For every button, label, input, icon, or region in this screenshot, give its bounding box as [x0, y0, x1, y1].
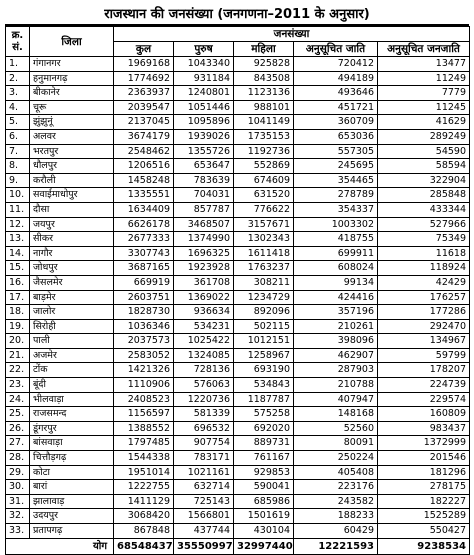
row-st: 1372999 — [378, 436, 470, 451]
table-row — [6, 407, 470, 422]
row-male: 704031 — [174, 188, 234, 203]
row-district: अजमेर — [30, 348, 114, 363]
row-st: 41629 — [378, 115, 470, 130]
row-district: करौली — [30, 173, 114, 188]
header-row-top — [6, 27, 470, 42]
row-sno: 32. — [6, 509, 30, 524]
row-sc: 250224 — [294, 451, 378, 466]
row-total: 1544338 — [114, 451, 174, 466]
row-female: 1763237 — [234, 261, 294, 276]
row-sc: 287903 — [294, 363, 378, 378]
row-sno: 19. — [6, 319, 30, 334]
row-total: 1774692 — [114, 71, 174, 86]
row-male: 725143 — [174, 494, 234, 509]
row-male: 1374990 — [174, 232, 234, 247]
table-row — [6, 465, 470, 480]
row-st: 54590 — [378, 144, 470, 159]
row-female: 1187787 — [234, 392, 294, 407]
row-total: 2137045 — [114, 115, 174, 130]
population-table — [5, 26, 470, 555]
row-sno: 29. — [6, 465, 30, 480]
row-male: 907754 — [174, 436, 234, 451]
row-total: 669919 — [114, 275, 174, 290]
row-total: 1110906 — [114, 378, 174, 393]
row-district: कोटा — [30, 465, 114, 480]
row-male: 361708 — [174, 275, 234, 290]
row-st: 178207 — [378, 363, 470, 378]
row-sno: 2. — [6, 71, 30, 86]
table-row — [6, 246, 470, 261]
row-total: 3068420 — [114, 509, 174, 524]
row-female: 1123136 — [234, 86, 294, 101]
table-row — [6, 305, 470, 320]
row-female: 308211 — [234, 275, 294, 290]
row-st: 292470 — [378, 319, 470, 334]
row-male: 437744 — [174, 524, 234, 539]
row-total: 2603751 — [114, 290, 174, 305]
row-sc: 462907 — [294, 348, 378, 363]
row-district: गंगानगर — [30, 57, 114, 72]
header-male: पुरुष — [174, 42, 234, 57]
row-total: 6626178 — [114, 217, 174, 232]
row-male: 576063 — [174, 378, 234, 393]
row-sno: 25. — [6, 407, 30, 422]
row-district: जैसलमेर — [30, 275, 114, 290]
row-st: 7779 — [378, 86, 470, 101]
row-female: 1234729 — [234, 290, 294, 305]
row-male: 1355726 — [174, 144, 234, 159]
row-sc: 720412 — [294, 57, 378, 72]
row-male: 1324085 — [174, 348, 234, 363]
row-female: 1041149 — [234, 115, 294, 130]
row-total: 1036346 — [114, 319, 174, 334]
row-total: 2677333 — [114, 232, 174, 247]
row-sno: 7. — [6, 144, 30, 159]
row-st: 182227 — [378, 494, 470, 509]
row-sc: 245695 — [294, 159, 378, 174]
row-female: 693190 — [234, 363, 294, 378]
row-sc: 398096 — [294, 334, 378, 349]
row-sc: 354465 — [294, 173, 378, 188]
row-total: 1969168 — [114, 57, 174, 72]
row-female: 534843 — [234, 378, 294, 393]
row-female: 674609 — [234, 173, 294, 188]
row-sno: 28. — [6, 451, 30, 466]
row-male: 857787 — [174, 202, 234, 217]
row-female: 590041 — [234, 480, 294, 495]
row-sno: 6. — [6, 129, 30, 144]
header-sno: क्र. सं. — [6, 27, 30, 57]
row-district: दौसा — [30, 202, 114, 217]
row-sc: 210788 — [294, 378, 378, 393]
row-total: 1458248 — [114, 173, 174, 188]
row-st: 433344 — [378, 202, 470, 217]
row-district: अलवर — [30, 129, 114, 144]
row-male: 931184 — [174, 71, 234, 86]
row-female: 1302343 — [234, 232, 294, 247]
row-total: 1411129 — [114, 494, 174, 509]
row-male: 3468507 — [174, 217, 234, 232]
row-female: 430104 — [234, 524, 294, 539]
header-st: अनुसूचित जनजाति — [378, 42, 470, 57]
row-st: 11618 — [378, 246, 470, 261]
table-row — [6, 115, 470, 130]
row-sc: 653036 — [294, 129, 378, 144]
row-sc: 188233 — [294, 509, 378, 524]
row-male: 1923928 — [174, 261, 234, 276]
totals-female: 32997440 — [234, 538, 294, 554]
row-total: 3687165 — [114, 261, 174, 276]
row-total: 867848 — [114, 524, 174, 539]
row-female: 575258 — [234, 407, 294, 422]
row-sno: 11. — [6, 202, 30, 217]
row-male: 534231 — [174, 319, 234, 334]
header-population: जनसंख्या — [114, 27, 470, 42]
row-st: 1525289 — [378, 509, 470, 524]
row-district: झुंझुनूं — [30, 115, 114, 130]
row-male: 1051446 — [174, 100, 234, 115]
row-female: 1258967 — [234, 348, 294, 363]
row-female: 761167 — [234, 451, 294, 466]
row-total: 1797485 — [114, 436, 174, 451]
table-row — [6, 275, 470, 290]
row-sc: 557305 — [294, 144, 378, 159]
row-sc: 99134 — [294, 275, 378, 290]
table-row — [6, 57, 470, 72]
row-sc: 243582 — [294, 494, 378, 509]
row-sno: 13. — [6, 232, 30, 247]
row-sno: 5. — [6, 115, 30, 130]
row-total: 1634409 — [114, 202, 174, 217]
row-sno: 8. — [6, 159, 30, 174]
row-sno: 31. — [6, 494, 30, 509]
row-sc: 360709 — [294, 115, 378, 130]
row-st: 177286 — [378, 305, 470, 320]
row-st: 176257 — [378, 290, 470, 305]
row-district: बूंदी — [30, 378, 114, 393]
row-total: 1828730 — [114, 305, 174, 320]
row-st: 118924 — [378, 261, 470, 276]
row-st: 322904 — [378, 173, 470, 188]
totals-sc: 12221593 — [294, 538, 378, 554]
totals-st: 9238534 — [378, 538, 470, 554]
row-sc: 699911 — [294, 246, 378, 261]
row-male: 1240801 — [174, 86, 234, 101]
row-female: 502115 — [234, 319, 294, 334]
table-row — [6, 436, 470, 451]
row-district: चित्तौड़गढ़ — [30, 451, 114, 466]
row-district: धौलपुर — [30, 159, 114, 174]
row-district: टोंक — [30, 363, 114, 378]
row-female: 3157671 — [234, 217, 294, 232]
table-row — [6, 290, 470, 305]
row-sno: 10. — [6, 188, 30, 203]
row-st: 285848 — [378, 188, 470, 203]
row-sno: 21. — [6, 348, 30, 363]
row-district: प्रतापगढ़ — [30, 524, 114, 539]
row-district: नागौर — [30, 246, 114, 261]
row-sno: 17. — [6, 290, 30, 305]
table-row — [6, 188, 470, 203]
row-sno: 27. — [6, 436, 30, 451]
header-sc: अनुसूचित जाति — [294, 42, 378, 57]
row-female: 692020 — [234, 421, 294, 436]
table-row — [6, 217, 470, 232]
row-sno: 4. — [6, 100, 30, 115]
row-female: 1501619 — [234, 509, 294, 524]
row-district: जयपुर — [30, 217, 114, 232]
row-sc: 60429 — [294, 524, 378, 539]
row-sno: 3. — [6, 86, 30, 101]
row-female: 1012151 — [234, 334, 294, 349]
row-sno: 24. — [6, 392, 30, 407]
row-sc: 608024 — [294, 261, 378, 276]
row-district: झालावाड़ — [30, 494, 114, 509]
table-row — [6, 509, 470, 524]
table-row — [6, 524, 470, 539]
row-sc: 80091 — [294, 436, 378, 451]
row-st: 527966 — [378, 217, 470, 232]
row-district: बीकानेर — [30, 86, 114, 101]
row-sno: 12. — [6, 217, 30, 232]
row-sno: 14. — [6, 246, 30, 261]
row-sno: 20. — [6, 334, 30, 349]
table-row — [6, 100, 470, 115]
table-row — [6, 421, 470, 436]
table-row — [6, 319, 470, 334]
table-row — [6, 363, 470, 378]
row-sno: 33. — [6, 524, 30, 539]
row-district: राजसमन्द — [30, 407, 114, 422]
row-district: बारां — [30, 480, 114, 495]
row-total: 1206516 — [114, 159, 174, 174]
row-st: 59799 — [378, 348, 470, 363]
row-st: 278175 — [378, 480, 470, 495]
row-st: 58594 — [378, 159, 470, 174]
row-sc: 424416 — [294, 290, 378, 305]
table-row — [6, 480, 470, 495]
row-female: 631520 — [234, 188, 294, 203]
table-row — [6, 173, 470, 188]
table-row — [6, 348, 470, 363]
row-male: 936634 — [174, 305, 234, 320]
row-female: 843508 — [234, 71, 294, 86]
row-sc: 494189 — [294, 71, 378, 86]
row-male: 696532 — [174, 421, 234, 436]
row-st: 550427 — [378, 524, 470, 539]
row-district: हनुमानगढ़ — [30, 71, 114, 86]
row-st: 11245 — [378, 100, 470, 115]
row-st: 75349 — [378, 232, 470, 247]
totals-male: 35550997 — [174, 538, 234, 554]
row-sno: 18. — [6, 305, 30, 320]
row-total: 3674179 — [114, 129, 174, 144]
row-male: 581339 — [174, 407, 234, 422]
row-male: 783171 — [174, 451, 234, 466]
row-male: 1220736 — [174, 392, 234, 407]
row-sno: 23. — [6, 378, 30, 393]
row-female: 889731 — [234, 436, 294, 451]
row-male: 1369022 — [174, 290, 234, 305]
row-sno: 30. — [6, 480, 30, 495]
table-row — [6, 232, 470, 247]
row-sno: 26. — [6, 421, 30, 436]
row-sc: 52560 — [294, 421, 378, 436]
row-female: 892096 — [234, 305, 294, 320]
table-row — [6, 71, 470, 86]
row-female: 1611418 — [234, 246, 294, 261]
row-sc: 1003302 — [294, 217, 378, 232]
row-sc: 354337 — [294, 202, 378, 217]
row-total: 2037573 — [114, 334, 174, 349]
table-row — [6, 378, 470, 393]
row-female: 988101 — [234, 100, 294, 115]
row-district: जोधपुर — [30, 261, 114, 276]
row-sc: 418755 — [294, 232, 378, 247]
table-row — [6, 144, 470, 159]
row-male: 783639 — [174, 173, 234, 188]
row-male: 1696325 — [174, 246, 234, 261]
row-st: 42429 — [378, 275, 470, 290]
row-female: 685986 — [234, 494, 294, 509]
row-st: 983437 — [378, 421, 470, 436]
row-male: 728136 — [174, 363, 234, 378]
row-female: 552869 — [234, 159, 294, 174]
row-sc: 493646 — [294, 86, 378, 101]
row-st: 160809 — [378, 407, 470, 422]
row-sno: 16. — [6, 275, 30, 290]
row-male: 1566801 — [174, 509, 234, 524]
totals-row — [6, 538, 470, 554]
row-male: 1939026 — [174, 129, 234, 144]
row-total: 1388552 — [114, 421, 174, 436]
row-district: जालोर — [30, 305, 114, 320]
row-sno: 9. — [6, 173, 30, 188]
row-sno: 15. — [6, 261, 30, 276]
totals-total: 68548437 — [114, 538, 174, 554]
row-st: 224739 — [378, 378, 470, 393]
row-female: 1735153 — [234, 129, 294, 144]
row-total: 1421326 — [114, 363, 174, 378]
table-row — [6, 451, 470, 466]
page-title: राजस्थान की जनसंख्या (जनगणना–2011 के अनुसार) — [5, 6, 469, 26]
row-district: पाली — [30, 334, 114, 349]
row-sc: 148168 — [294, 407, 378, 422]
row-sc: 451721 — [294, 100, 378, 115]
row-sc: 405408 — [294, 465, 378, 480]
row-male: 1043340 — [174, 57, 234, 72]
row-sc: 210261 — [294, 319, 378, 334]
row-district: सिरोही — [30, 319, 114, 334]
row-sno: 1. — [6, 57, 30, 72]
header-total: कुल — [114, 42, 174, 57]
row-total: 1951014 — [114, 465, 174, 480]
row-male: 1095896 — [174, 115, 234, 130]
row-total: 3307743 — [114, 246, 174, 261]
row-st: 229574 — [378, 392, 470, 407]
row-total: 2408523 — [114, 392, 174, 407]
row-district: उदयपुर — [30, 509, 114, 524]
row-st: 201546 — [378, 451, 470, 466]
row-male: 632714 — [174, 480, 234, 495]
row-total: 2363937 — [114, 86, 174, 101]
row-total: 2583052 — [114, 348, 174, 363]
row-district: बाड़मेर — [30, 290, 114, 305]
row-district: भरतपुर — [30, 144, 114, 159]
table-row — [6, 392, 470, 407]
header-district: जिला — [30, 27, 114, 57]
row-st: 289249 — [378, 129, 470, 144]
row-sno: 22. — [6, 363, 30, 378]
table-row — [6, 202, 470, 217]
row-sc: 278789 — [294, 188, 378, 203]
table-row — [6, 334, 470, 349]
table-row — [6, 494, 470, 509]
header-female: महिला — [234, 42, 294, 57]
table-body — [6, 57, 470, 539]
row-district: डूंगरपुर — [30, 421, 114, 436]
row-sc: 407947 — [294, 392, 378, 407]
row-male: 653647 — [174, 159, 234, 174]
row-sc: 357196 — [294, 305, 378, 320]
row-district: भीलवाड़ा — [30, 392, 114, 407]
row-st: 11249 — [378, 71, 470, 86]
row-female: 925828 — [234, 57, 294, 72]
row-sc: 223176 — [294, 480, 378, 495]
row-st: 134967 — [378, 334, 470, 349]
row-district: चूरू — [30, 100, 114, 115]
row-total: 1335551 — [114, 188, 174, 203]
table-row — [6, 86, 470, 101]
row-total: 1222755 — [114, 480, 174, 495]
row-st: 181296 — [378, 465, 470, 480]
row-total: 2548462 — [114, 144, 174, 159]
table-row — [6, 261, 470, 276]
row-district: सवाईमाधोपुर — [30, 188, 114, 203]
totals-label: योग — [6, 538, 114, 554]
row-district: सीकर — [30, 232, 114, 247]
row-total: 2039547 — [114, 100, 174, 115]
row-female: 776622 — [234, 202, 294, 217]
row-female: 1192736 — [234, 144, 294, 159]
row-district: बांसवाड़ा — [30, 436, 114, 451]
row-total: 1156597 — [114, 407, 174, 422]
row-st: 13477 — [378, 57, 470, 72]
table-row — [6, 159, 470, 174]
row-female: 929853 — [234, 465, 294, 480]
table-row — [6, 129, 470, 144]
row-male: 1025422 — [174, 334, 234, 349]
row-male: 1021161 — [174, 465, 234, 480]
